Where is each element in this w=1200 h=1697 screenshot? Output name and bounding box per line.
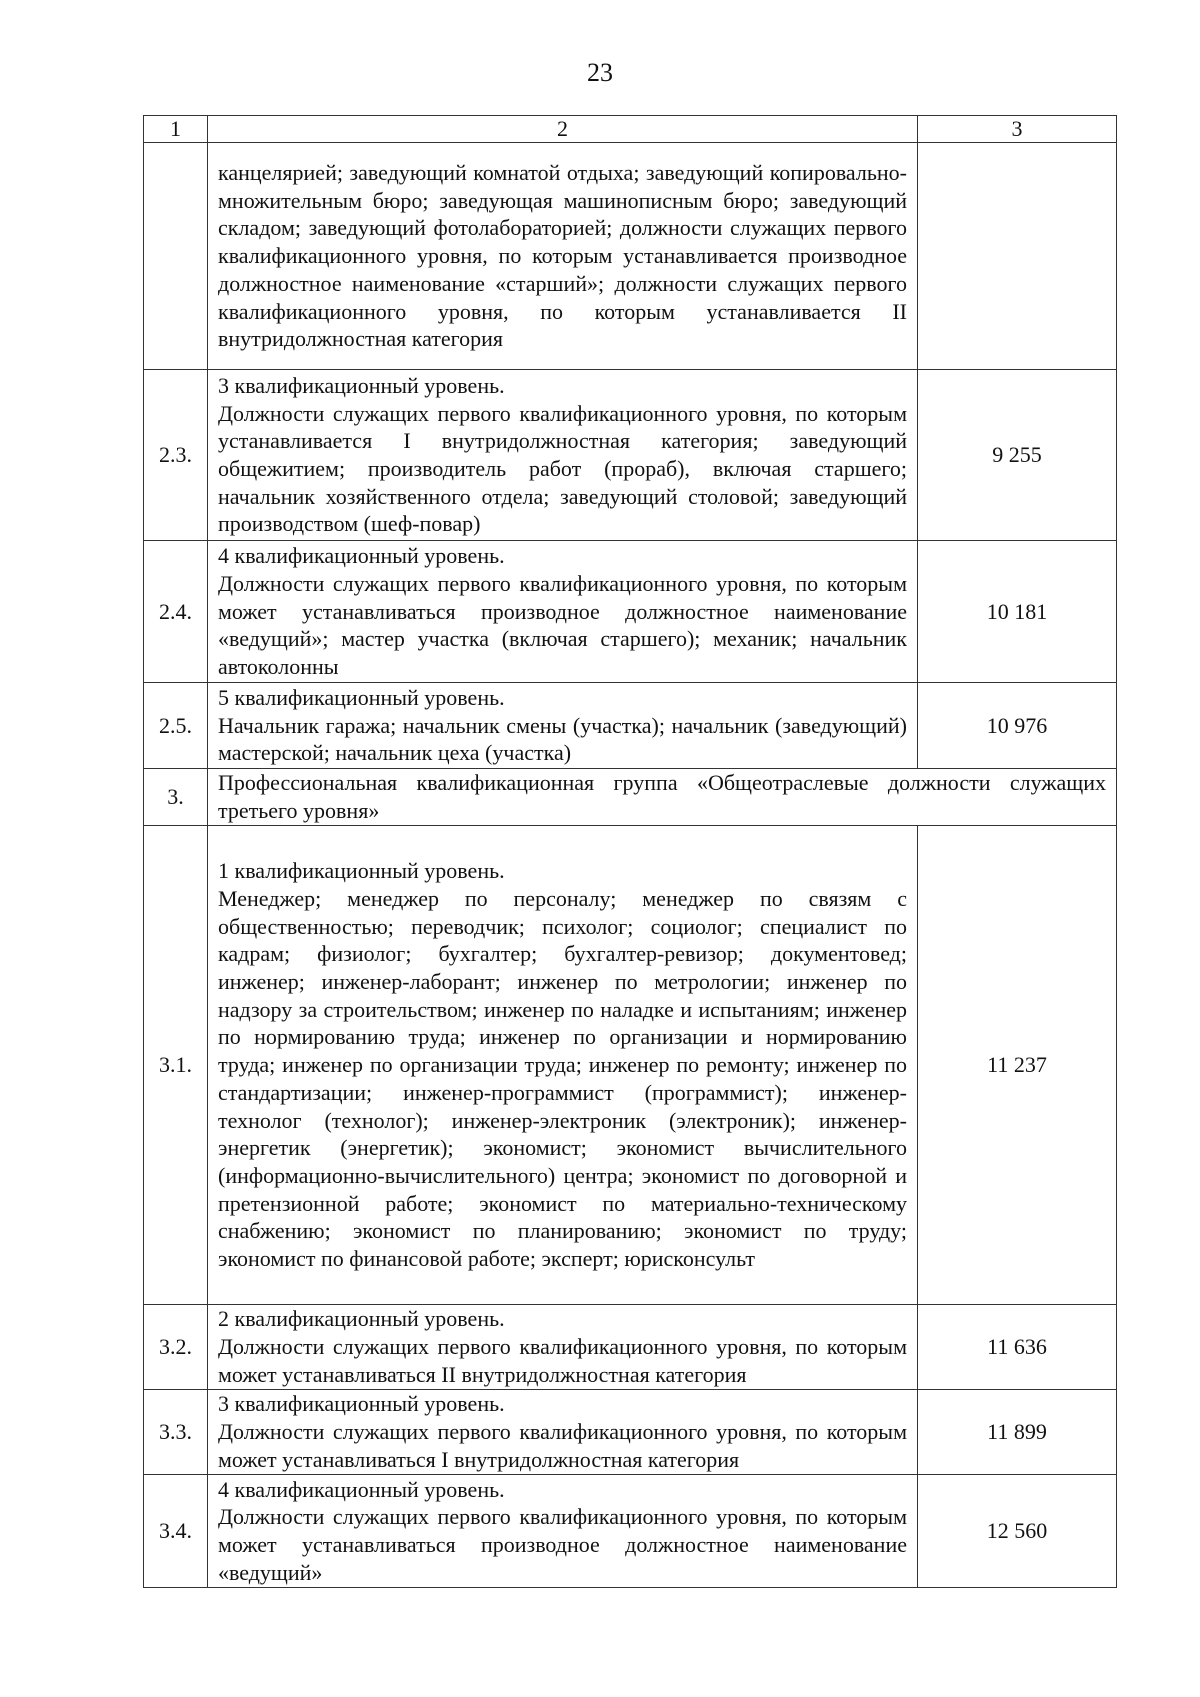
row-value: 9 255 [918,370,1117,541]
row-number: 3.1. [144,826,208,1305]
row-body: Менеджер; менеджер по персоналу; менеджер по связям с общественностью; переводчик; психолог; социолог; специалист по кадрам; физиолог; бухгалтер; бухгалтер-ревизор; документовед; инженер; инженер-лаборант; инженер по метрологии; инженер по надзору за строительством; инженер по наладке и испытаниям; инженер по нормированию труда; инженер по организации и нормированию труда; инженер по организации труда; инженер по ремонту; инженер по стандартизации; инженер-программист (программист); инженер-технолог (технолог); инженер-электроник (электроник); инженер-энергетик (энергетик); экономист; экономист вычислительного (информационно-вычислительного) центра; экономист по договорной и претензионной работе; экономист по материально-техническому снабжению; экономист по планированию; экономист по труду; экономист по финансовой работе; эксперт; юрисконсульт [218,885,907,1272]
row-body: Должности служащих первого квалификационного уровня, по которым может устанавливаться II внутридолжностная категория [218,1334,907,1387]
row-description [208,1390,918,1475]
group-title [208,769,1117,826]
table-row [144,683,1117,769]
row-number [144,143,208,370]
row-value: 12 560 [918,1475,1117,1588]
row-title: 2 квалификационный уровень. [218,1306,505,1332]
row-value: 11 899 [918,1390,1117,1475]
row-body: Должности служащих первого квалификационного уровня, по которым может устанавливаться I внутридолжностная категория [218,1419,907,1472]
row-value: 10 181 [918,541,1117,683]
table-header-row [144,116,1117,143]
row-value: 11 237 [918,826,1117,1305]
row-description [208,1475,918,1588]
row-number: 2.4. [144,541,208,683]
group-text: Профессиональная квалификационная группа «Общеотраслевые должности служащих третьего уровня» [218,770,1106,823]
column-number-1: 1 [144,116,208,143]
row-description [208,683,918,769]
row-description [208,143,918,370]
row-value [918,143,1117,370]
group-row [144,769,1117,826]
row-title: 4 квалификационный уровень. [218,543,505,569]
row-description [208,1305,918,1390]
column-number-3: 3 [918,116,1117,143]
row-description [208,826,918,1305]
row-body: Должности служащих первого квалификационного уровня, по которым устанавливается I внутридолжностная категория; заведующий общежитием; производитель работ (прораб), включая старшего; начальник хозяйственного отдела; заведующий столовой; заведующий производством (шеф-повар) [218,400,907,537]
group-number: 3. [144,769,208,826]
row-body: Должности служащих первого квалификационного уровня, по которым может устанавливаться производное должностное наименование «ведущий»; мастер участка (включая старшего); механик; начальник автоколонны [218,570,907,680]
column-number-2: 2 [208,116,918,143]
table-row [144,1305,1117,1390]
row-title: 3 квалификационный уровень. [218,372,505,398]
row-title: 3 квалификационный уровень. [218,1391,505,1417]
table-row [144,1390,1117,1475]
row-title: 1 квалификационный уровень. [218,858,505,884]
salary-table [143,115,1117,1588]
row-title: 4 квалификационный уровень. [218,1476,505,1502]
row-value: 10 976 [918,683,1117,769]
page-number: 23 [587,58,613,87]
row-body: Должности служащих первого квалификационного уровня, по которым может устанавливаться производное должностное наименование «ведущий» [218,1504,907,1585]
table-row [144,370,1117,541]
row-description [208,541,918,683]
table-row [144,143,1117,370]
row-number: 2.5. [144,683,208,769]
row-body: канцелярией; заведующий комнатой отдыха; заведующий копировально-множительным бюро; заведующая машинописным бюро; заведующий складом; заведующий фотолабораторией; должности служащих первого квалификационного уровня, по которым устанавливается производное должностное наименование «старший»; должности служащих первого квалификационного уровня, по которым устанавливается II внутридолжностная категория [218,160,907,352]
row-number: 3.3. [144,1390,208,1475]
table-row [144,826,1117,1305]
row-title: 5 квалификационный уровень. [218,684,505,710]
row-value: 11 636 [918,1305,1117,1390]
table-row [144,1475,1117,1588]
table-row [144,541,1117,683]
row-number: 3.2. [144,1305,208,1390]
row-body: Начальник гаража; начальник смены (участка); начальник (заведующий) мастерской; начальник цеха (участка) [218,712,907,766]
row-number: 2.3. [144,370,208,541]
row-description [208,370,918,541]
row-number: 3.4. [144,1475,208,1588]
